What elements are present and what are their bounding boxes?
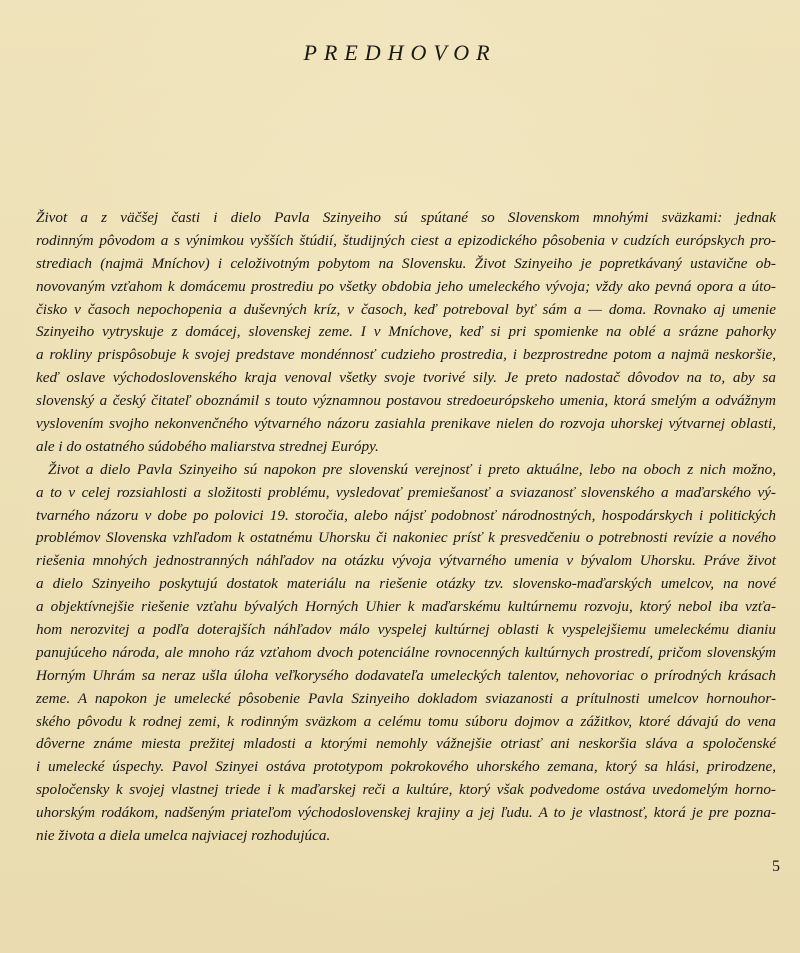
text-line: nie života a diela umelca najviacej rozhodujúca. bbox=[36, 827, 331, 845]
text-line: spoločensky k svojej vlastnej triede i k maďarskej reči a kultúre, ktorý však podvedome ostáva uvedomelým horno- bbox=[36, 781, 776, 799]
paragraph-2 bbox=[36, 459, 776, 848]
text-line: slovenský a český čitateľ oboznámil s touto významnou postavou stredoeurópskeho umenia, ktorá smelým a odvážnym bbox=[36, 392, 776, 410]
text-line: vyslovením svojho nekonvenčného výtvarného názoru zasiahla prenikave nielen do rozvoja uhorskej výtvarnej oblasti, bbox=[36, 415, 776, 433]
text-line: ale i do ostatného súdobého maliarstva strednej Európy. bbox=[36, 437, 379, 455]
text-line: hom nerozvitej a podľa doterajších náhľadov málo vyspelej kultúrnej oblasti k vyspelejšiemu umeleckému dianiu bbox=[36, 621, 776, 639]
text-line: novovaným vzťahom k domácemu prostrediu po všetky obdobia jeho umeleckého vývoja; vždy ako pevná opora a úto- bbox=[36, 277, 776, 295]
text-line: keď oslave východoslovenského kraja venoval všetky svoje tvorivé sily. Je preto nadostač dôvodov na to, aby sa bbox=[36, 369, 776, 387]
text-line: tvarného názoru v dobe po polovici 19. storočia, alebo nájsť podobnosť národnostných, hospodárskych i politických bbox=[36, 506, 776, 524]
text-line: Život a z väčšej časti i dielo Pavla Szinyeiho sú spútané so Slovenskom mnohými sväzkami: jednak bbox=[36, 209, 776, 226]
text-line: a objektívnejšie riešenie vzťahu bývalých Horných Uhier k maďarskému kultúrnemu rozvoju, ktorý nebol iba vzťa- bbox=[36, 598, 776, 616]
text-line: Život a dielo Pavla Szinyeiho sú napokon pre slovenskú verejnosť i preto aktuálne, lebo na oboch z nich možno, bbox=[48, 460, 776, 478]
text-line: dôverne známe miesta prežitej mladosti a ktorými nemohly vážnejšie otriasť ani neskoršia sláva a spoločenské bbox=[36, 735, 776, 753]
text-line: uhorským rodákom, nadšeným priateľom východoslovenskej krajiny a jej ľudu. A to je vlastnosť, ktorá je pre pozna- bbox=[36, 804, 776, 822]
text-line: problémov Slovenska vzhľadom k ostatnému Uhorsku či nakoniec prísť k presvedčeniu o potrebnosti revízie a nového bbox=[36, 529, 776, 547]
text-line: i umelecké úspechy. Pavol Szinyei ostáva prototypom pokrokového uhorského zemana, ktorý sa hlási, prirodzene, bbox=[36, 758, 776, 776]
body-text bbox=[36, 207, 776, 848]
text-line: riešenia mnohých jednostranných náhľadov na otázku vývoja výtvarného umenia v bývalom Uhorsku. Práve život bbox=[36, 552, 776, 570]
page-title: PREDHOVOR bbox=[303, 40, 497, 65]
text-line: a rokliny prispôsobuje k svojej predstave mondénnosť cudzieho prostredia, i bezprostredne potom a najmä neskoršie, bbox=[36, 346, 776, 364]
text-line: ského pôvodu k rodnej zemi, k rodinným sväzkom a celému tomu súboru dojmov a zážitkov, ktoré dávajú do vena bbox=[36, 712, 776, 730]
text-line: a dielo Szinyeiho poskytujú dostatok materiálu na riešenie otázky tzv. slovensko-maďarských umelcov, na nové bbox=[36, 575, 776, 593]
text-line: panujúceho národa, ale mnoho ráz vzťahom dvoch potenciálne rovnocenných kultúrnych prostredí, pričom slovenským bbox=[36, 643, 776, 661]
paragraph-1 bbox=[36, 207, 776, 459]
text-line: strediach (najmä Mníchov) i celoživotným pobytom na Slovensku. Život Szinyeiho je popretkávaný ustavične ob- bbox=[36, 254, 776, 272]
text-line: a to v celej rozsiahlosti a složitosti problému, vysledovať premiešanosť a sviazanosť slovenského a maďarského vý- bbox=[36, 483, 776, 501]
text-line: zeme. A napokon je umelecké pôsobenie Pavla Szinyeiho dokladom sviazanosti a prítulnosti umelcov hornouhor- bbox=[36, 689, 776, 707]
text-line: Szinyeiho vytryskuje z domácej, slovenskej zeme. I v Mníchove, keď si pri spomienke na oblé a srázne pahorky bbox=[36, 323, 776, 341]
text-line: čisko v časoch nepochopenia a duševných kríz, v časoch, keď potreboval byť sám a — doma. Rovnako aj umenie bbox=[36, 300, 776, 318]
text-line: rodinným pôvodom a s výnimkou vyšších štúdií, študijných ciest a epizodického pôsobenia v cudzích európskych pro- bbox=[36, 231, 776, 249]
text-line: Horným Uhrám sa neraz ušla úloha veľkorysého dodavateľa umeleckých talentov, nehovoriac o prírodných krásach bbox=[36, 666, 776, 684]
page-number: 5 bbox=[772, 858, 780, 875]
